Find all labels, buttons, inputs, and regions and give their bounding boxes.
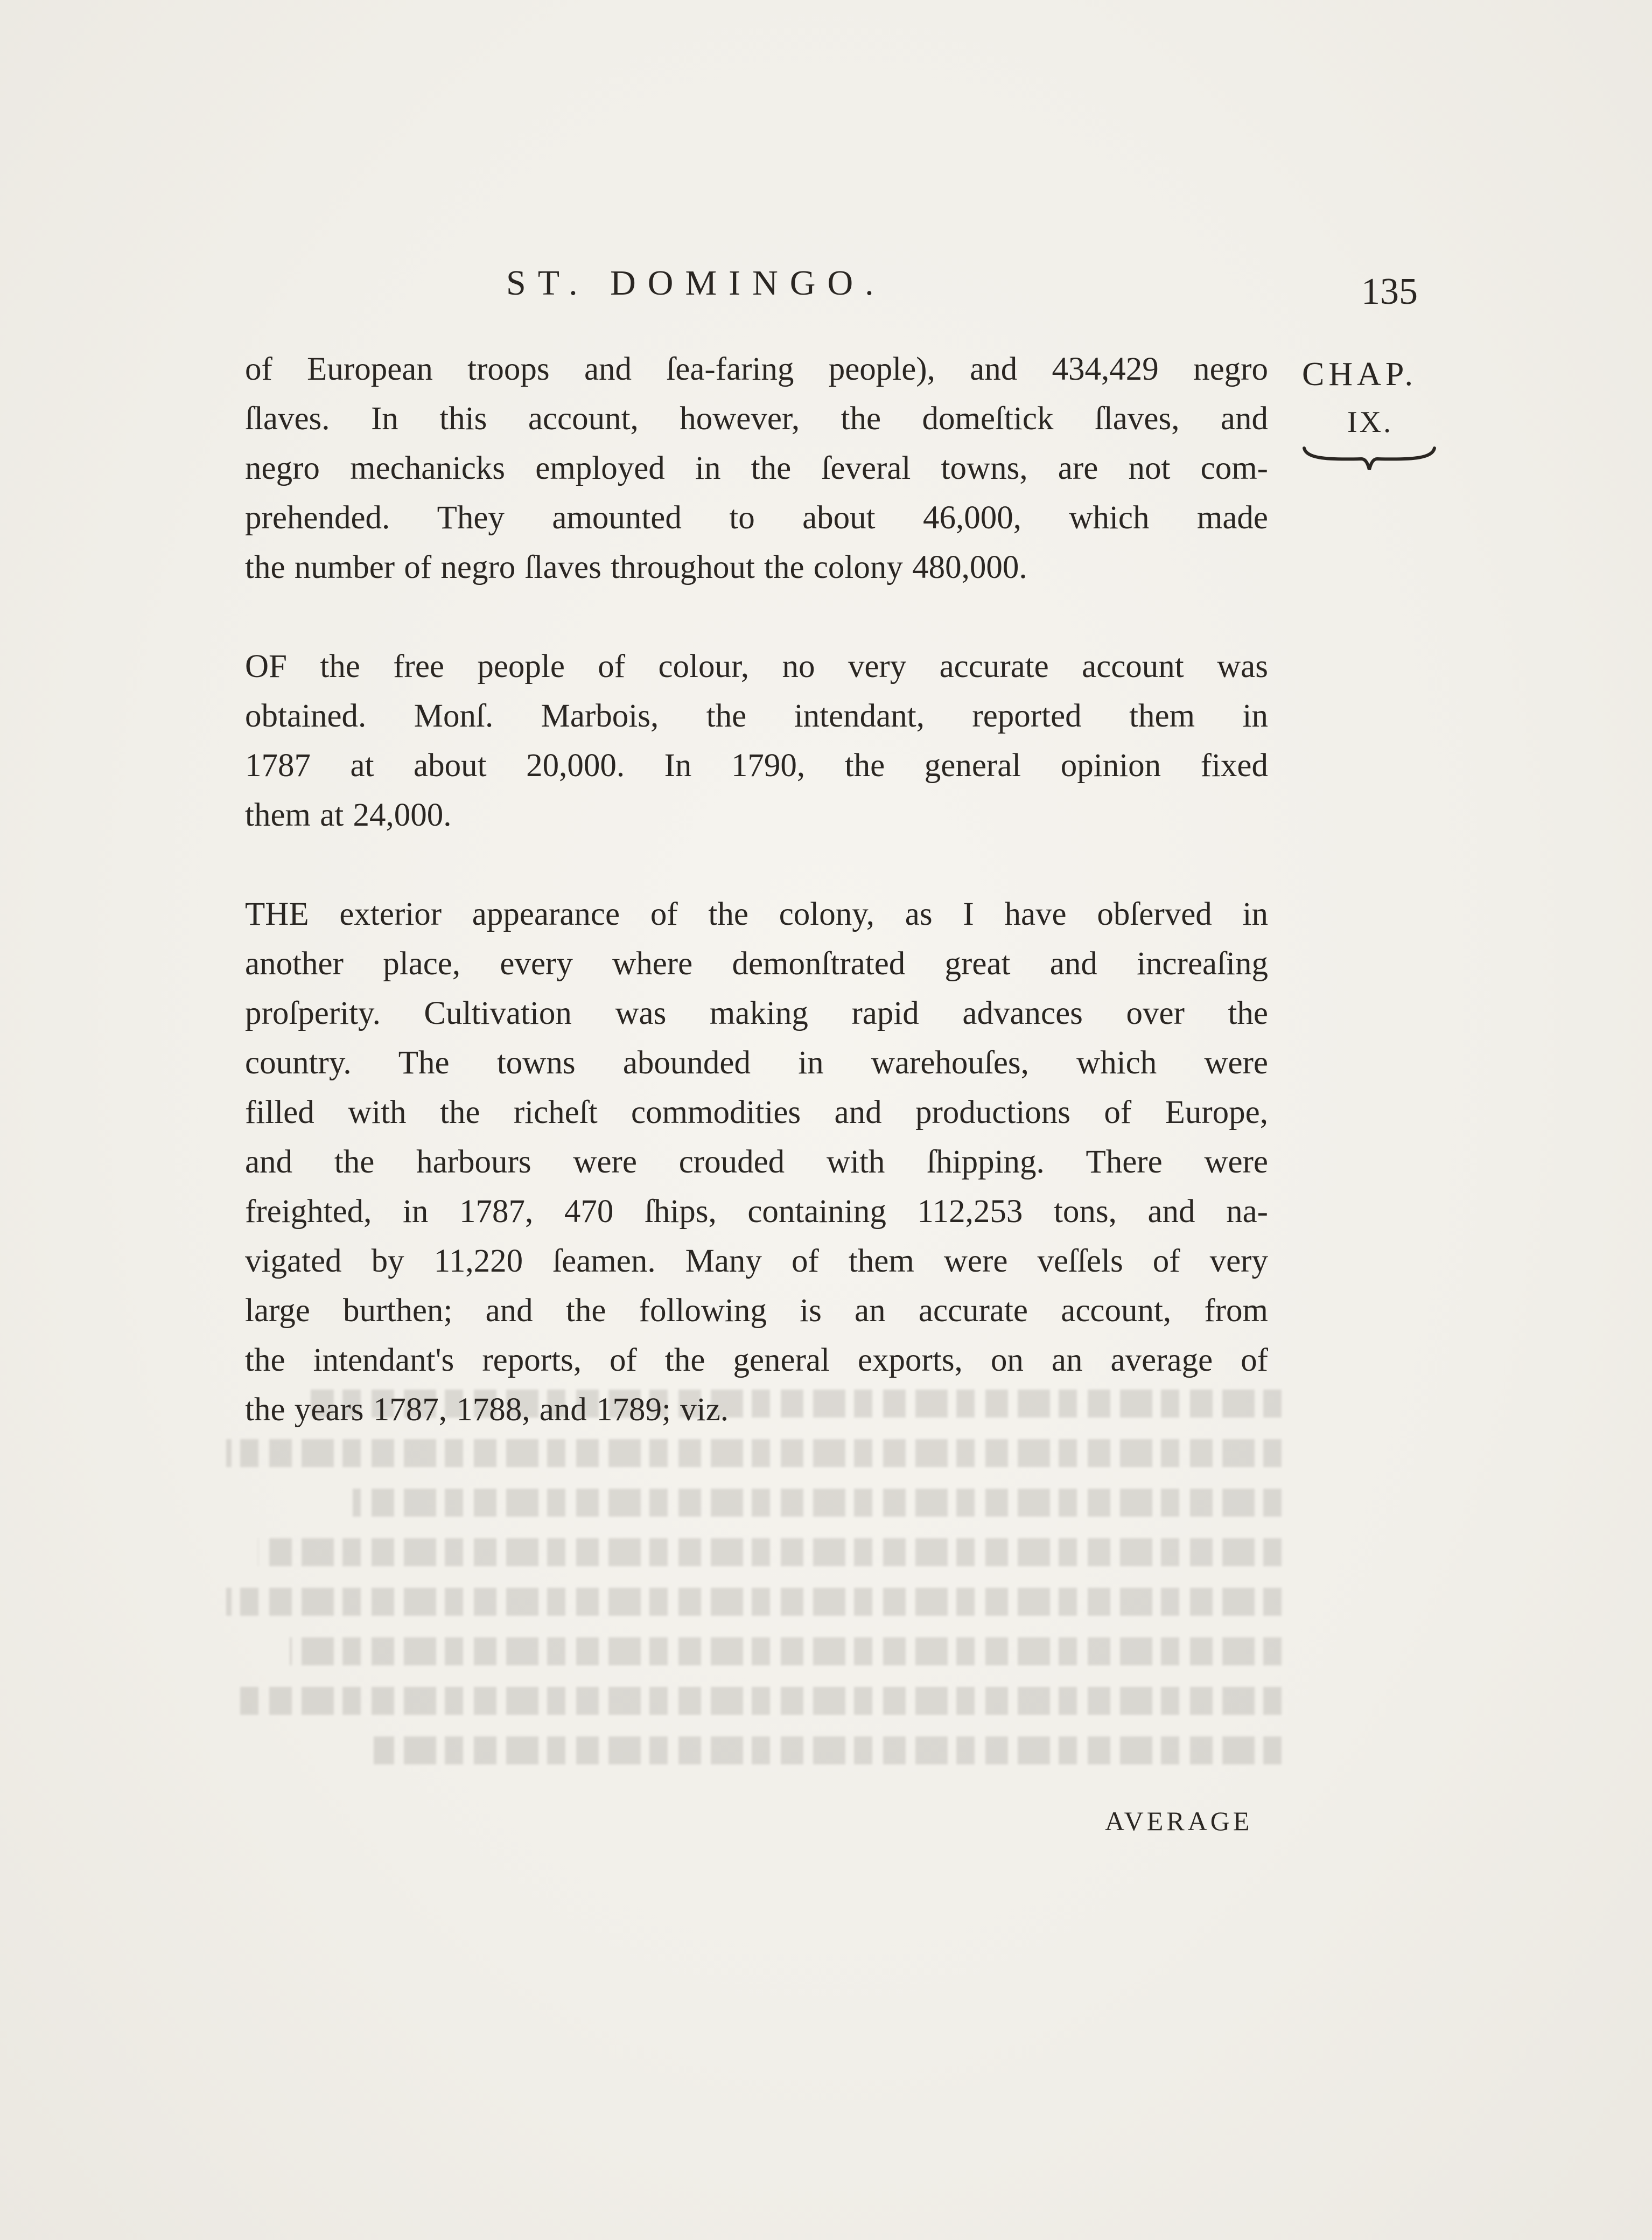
paragraph — [245, 345, 1268, 592]
chapter-label: CHAP. — [1302, 356, 1418, 393]
paragraph — [245, 642, 1268, 840]
curly-brace-ornament — [1302, 442, 1437, 474]
text-line: the intendant's reports, of the general exports, on an average of — [245, 1342, 1268, 1378]
chapter-number: IX. — [1347, 406, 1394, 439]
page-number: 135 — [1361, 271, 1418, 312]
text-line: and the harbours were crouded with ſhipping. There were — [245, 1144, 1268, 1180]
text-line: obtained. Monſ. Marbois, the intendant, reported them in — [245, 698, 1268, 734]
text-line: OF the free people of colour, no very accurate account was — [245, 648, 1268, 685]
text-line: ſlaves. In this account, however, the domeſtick ſlaves, and — [245, 401, 1268, 437]
text-line: THE exterior appearance of the colony, as I have obſerved in — [245, 896, 1268, 932]
catchword: AVERAGE — [1105, 1806, 1253, 1836]
text-line: filled with the richeſt commodities and productions of Europe, — [245, 1094, 1268, 1131]
text-line: them at 24,000. — [245, 797, 452, 833]
text-line: country. The towns abounded in warehouſes, which were — [245, 1045, 1268, 1081]
text-line: large burthen; and the following is an accurate account, from — [245, 1293, 1268, 1329]
text-line: the number of negro ſlaves throughout the colony 480,000. — [245, 549, 1027, 585]
paragraph-gap — [245, 840, 1268, 890]
paragraph — [245, 890, 1268, 1435]
paragraph-gap — [245, 592, 1268, 642]
text-line: of European troops and ſea-faring people), and 434,429 negro — [245, 351, 1268, 387]
text-line: another place, every where demonſtrated great and increaſing — [245, 946, 1268, 982]
text-line: the years 1787, 1788, and 1789; viz. — [245, 1392, 729, 1428]
text-line: prehended. They amounted to about 46,000, which made — [245, 500, 1268, 536]
text-line: negro mechanicks employed in the ſeveral towns, are not com- — [245, 450, 1268, 486]
text-line: freighted, in 1787, 470 ſhips, containing 112,253 tons, and na- — [245, 1194, 1268, 1230]
text-line: 1787 at about 20,000. In 1790, the general opinion fixed — [245, 748, 1268, 784]
text-line: vigated by 11,220 ſeamen. Many of them were veſſels of very — [245, 1243, 1268, 1279]
bleed-through-shadow — [226, 1390, 1282, 1820]
text-line: proſperity. Cultivation was making rapid advances over the — [245, 995, 1268, 1031]
body-text — [245, 345, 1268, 1435]
running-head: ST. DOMINGO. — [506, 263, 886, 303]
